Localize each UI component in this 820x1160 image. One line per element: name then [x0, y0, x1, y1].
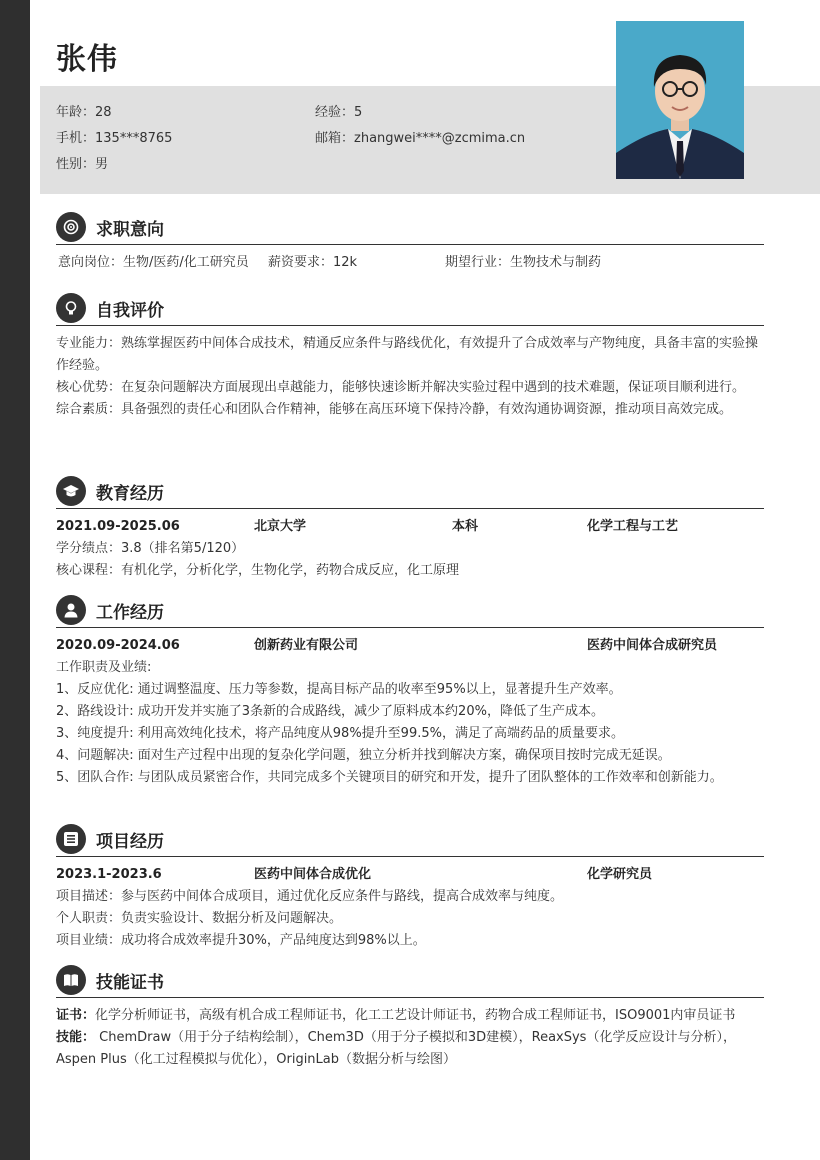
- section-header: [56, 595, 764, 628]
- project-role: 化学研究员: [587, 867, 653, 882]
- section-header: [56, 212, 764, 245]
- work-duties-label: 工作职责及业绩:: [56, 660, 152, 675]
- left-sidebar-bar: [0, 0, 30, 1160]
- edu-school: 北京大学: [254, 519, 307, 534]
- section-title: 求职意向: [96, 220, 164, 240]
- age: 年龄：28: [56, 105, 112, 120]
- section-title: 工作经历: [96, 603, 164, 623]
- skill-label: 技能：: [56, 1030, 96, 1045]
- section-education: [56, 476, 764, 582]
- work-item: 4、问题解决: 面对生产过程中出现的复杂化学问题，独立分析并找到解决方案，确保项目按时完成无延误。: [56, 748, 671, 763]
- edu-courses: 核心课程：有机化学，分析化学，生物化学，药物合成反应，化工原理: [56, 563, 460, 578]
- intent-industry: 期望行业：生物技术与制药: [445, 255, 602, 270]
- work-item: 3、纯度提升: 利用高效纯化技术，将产品纯度从98%提升至99.5%，满足了高端药品的质量要求。: [56, 726, 624, 741]
- section-self-evaluation: [56, 293, 764, 421]
- work-item: 2、路线设计: 成功开发并实施了3条新的合成路线，减少了原料成本约20%，降低了生产成本。: [56, 704, 604, 719]
- section-skills: [56, 965, 764, 1071]
- skill-text: ChemDraw（用于分子结构绘制），Chem3D（用于分子模拟和3D建模），ReaxSys（化学反应设计与分析），Aspen Plus（化工过程模拟与优化），OriginLab（数据分析与绘图）: [56, 1030, 736, 1067]
- target-icon: [56, 212, 86, 242]
- person-icon: [56, 595, 86, 625]
- project-result: 项目业绩：成功将合成效率提升30%，产品纯度达到98%以上。: [56, 933, 426, 948]
- edu-major: 化学工程与工艺: [587, 519, 679, 534]
- book-icon: [56, 965, 86, 995]
- edu-degree: 本科: [452, 519, 479, 534]
- section-title: 教育经历: [96, 484, 164, 504]
- list-icon: [56, 824, 86, 854]
- profile-photo: [616, 21, 744, 179]
- gender: 性别：男: [56, 157, 109, 172]
- section-title: 自我评价: [96, 301, 164, 321]
- experience: 经验：5: [315, 105, 363, 120]
- phone: 手机：135***8765: [56, 131, 173, 146]
- section-header: [56, 293, 764, 326]
- section-header: [56, 824, 764, 857]
- work-item: 5、团队合作: 与团队成员紧密合作，共同完成多个关键项目的研究和开发，提升了团队整体的工作效率和创新能力。: [56, 770, 723, 785]
- section-title: 项目经历: [96, 832, 164, 852]
- graduation-cap-icon: [56, 476, 86, 506]
- candidate-name: 张伟: [56, 42, 118, 77]
- edu-gpa: 学分绩点：3.8（排名第5/120）: [56, 541, 245, 556]
- self-eval-item: 专业能力：熟练掌握医药中间体合成技术，精通反应条件与路线优化，有效提升了合成效率与产物纯度，具备丰富的实验操作经验。: [56, 336, 759, 373]
- section-title: 技能证书: [96, 973, 164, 993]
- work-company: 创新药业有限公司: [254, 638, 359, 653]
- lightbulb-icon: [56, 293, 86, 323]
- project-duty: 个人职责：负责实验设计、数据分析及问题解决。: [56, 911, 343, 926]
- project-desc: 项目描述：参与医药中间体合成项目，通过优化反应条件与路线，提高合成效率与纯度。: [56, 889, 564, 904]
- project-period: 2023.1-2023.6: [56, 867, 162, 882]
- section-header: [56, 476, 764, 509]
- self-eval-item: 综合素质：具备强烈的责任心和团队合作精神，能够在高压环境下保持冷静，有效沟通协调资源，推动项目高效完成。: [56, 402, 733, 417]
- edu-period: 2021.09-2025.06: [56, 519, 180, 534]
- self-eval-item: 核心优势：在复杂问题解决方面展现出卓越能力，能够快速诊断并解决实验过程中遇到的技术难题，保证项目顺利进行。: [56, 380, 746, 395]
- project-name: 医药中间体合成优化: [254, 867, 372, 882]
- intent-salary: 薪资要求：12k: [268, 255, 358, 270]
- work-item: 1、反应优化: 通过调整温度、压力等参数，提高目标产品的收率至95%以上，显著提升生产效率。: [56, 682, 622, 697]
- section-job-intent: [56, 212, 764, 274]
- section-project: [56, 824, 764, 952]
- section-work: [56, 595, 764, 789]
- section-header: [56, 965, 764, 998]
- cert-label: 证书：: [56, 1008, 96, 1023]
- cert-text: 化学分析师证书，高级有机合成工程师证书，化工工艺设计师证书，药物合成工程师证书，ISO9001内审员证书: [95, 1008, 736, 1023]
- certificates: [56, 1005, 764, 1027]
- work-role: 医药中间体合成研究员: [587, 638, 718, 653]
- intent-position: 意向岗位：生物/医药/化工研究员: [58, 255, 249, 270]
- work-period: 2020.09-2024.06: [56, 638, 180, 653]
- skills: [56, 1027, 764, 1071]
- email: 邮箱：zhangwei****@zcmima.cn: [315, 131, 526, 146]
